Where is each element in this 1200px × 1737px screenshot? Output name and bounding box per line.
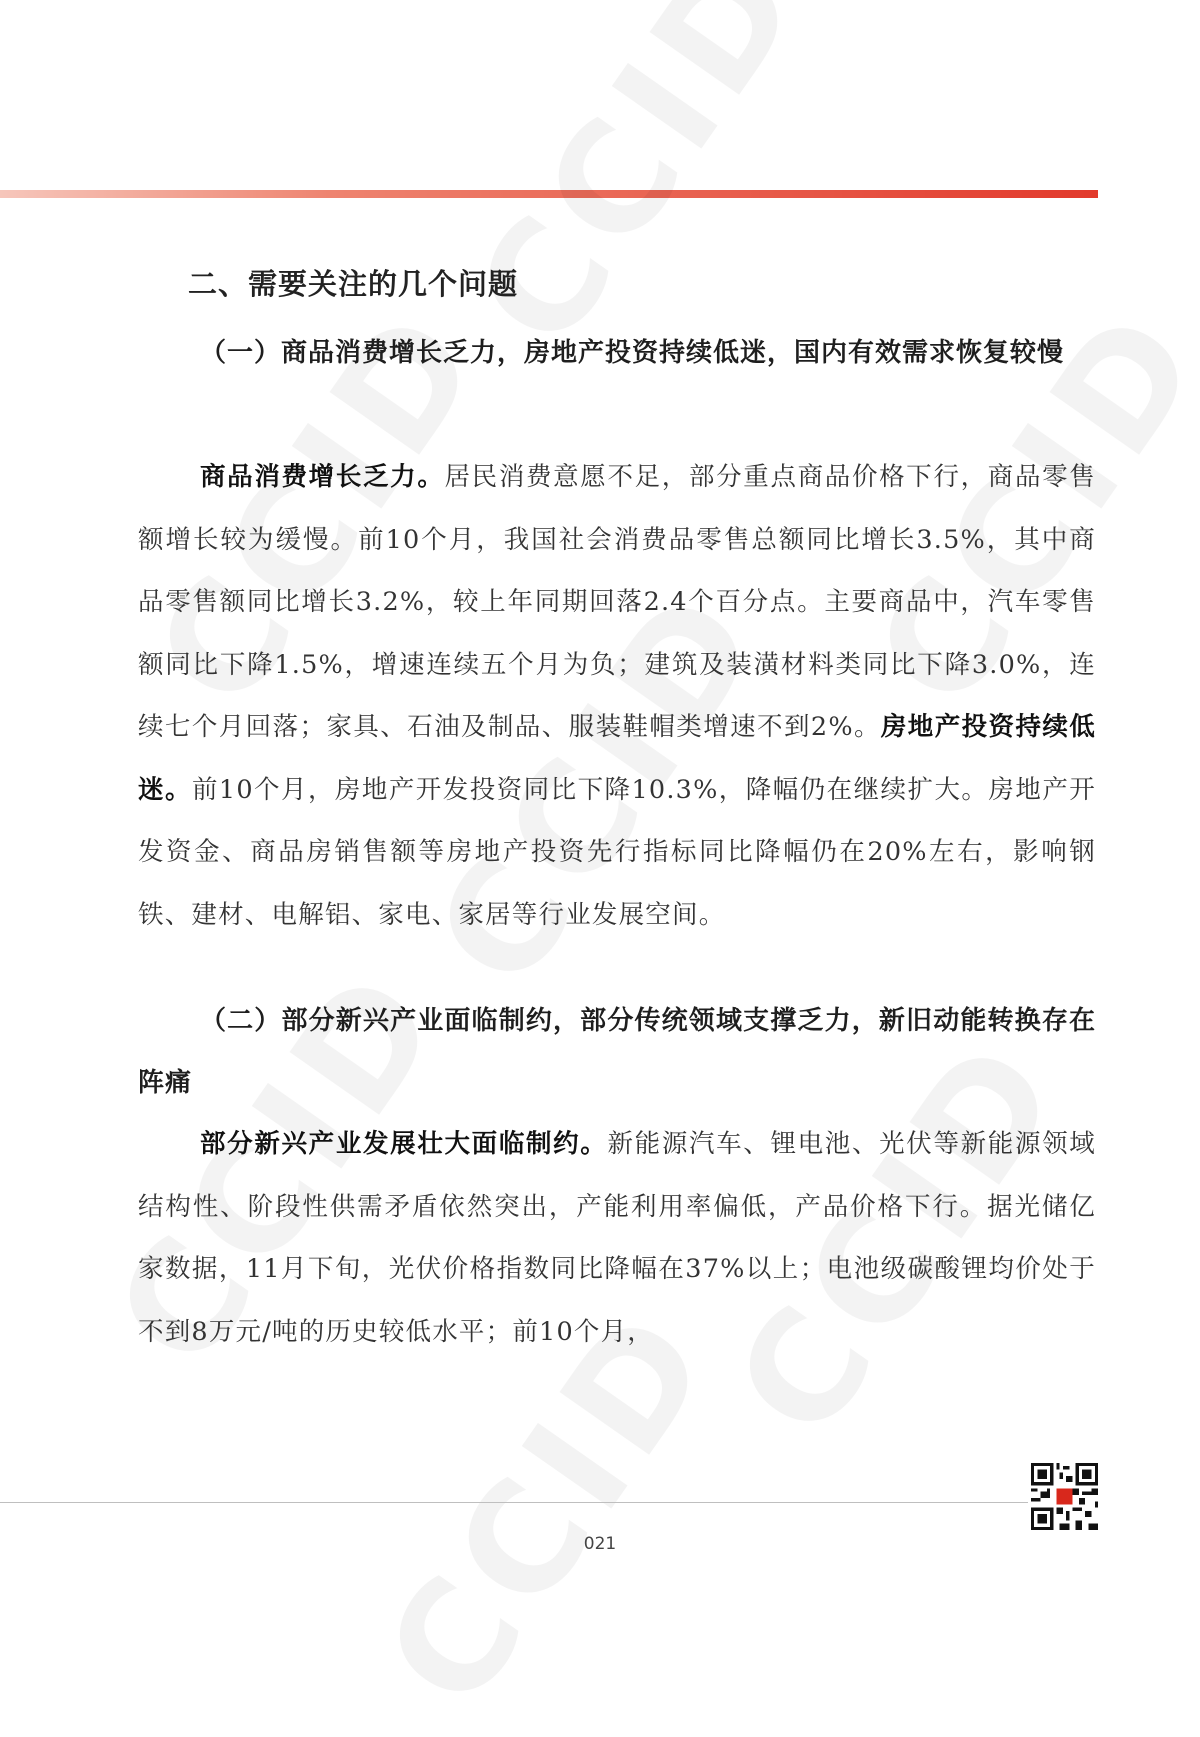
- subsection-heading-2: （二）部分新兴产业面临制约，部分传统领域支撑乏力，新旧动能转换存在阵痛: [138, 1006, 1096, 1098]
- paragraph-lead: 商品消费增长乏力。: [200, 462, 445, 492]
- subsection-heading-1: （一）商品消费增长乏力，房地产投资持续低迷，国内有效需求恢复较慢: [200, 338, 1065, 368]
- paragraph-emerging-industries: [138, 1113, 1096, 1363]
- paragraph-consumption-realestate: [138, 446, 1096, 946]
- paragraph-text: 居民消费意愿不足，部分重点商品价格下行，商品零售额增长较为缓慢。前10个月，我国社会消费品零售总额同比增长3.5%，其中商品零售额同比增长3.2%，较上年同期回落2.4个百分点。主要商品中，汽车零售额同比下降1.5%，增速连续五个月为负；建筑及装潢材料类同比下降3.0%，连续七个月回落；家具、石油及制品、服装鞋帽类增速不到2%。: [138, 462, 1096, 742]
- paragraph-text: 前10个月，房地产开发投资同比下降10.3%，降幅仍在继续扩大。房地产开发资金、商品房销售额等房地产投资先行指标同比降幅仍在20%左右，影响钢铁、建材、电解铝、家电、家居等行业发展空间。: [138, 774, 1096, 930]
- watermark: [443, 0, 838, 377]
- page-number: 021: [583, 1534, 617, 1554]
- qr-code-icon: [1031, 1463, 1098, 1530]
- header-accent-rule: [0, 190, 1098, 198]
- paragraph-lead: 房地产投资持续低迷。: [138, 712, 1096, 805]
- footer-rule: [0, 1502, 1028, 1503]
- paragraph-lead: 部分新兴产业发展壮大面临制约。: [200, 1129, 608, 1159]
- section-title: 二、需要关注的几个问题: [188, 267, 519, 301]
- paragraph-text: 新能源汽车、锂电池、光伏等新能源领域结构性、阶段性供需矛盾依然突出，产能利用率偏低，产品价格下行。据光储亿家数据，11月下旬，光伏价格指数同比降幅在37%以上；电池级碳酸锂均价处于不到8万元/吨的历史较低水平；前10个月，: [138, 1129, 1096, 1347]
